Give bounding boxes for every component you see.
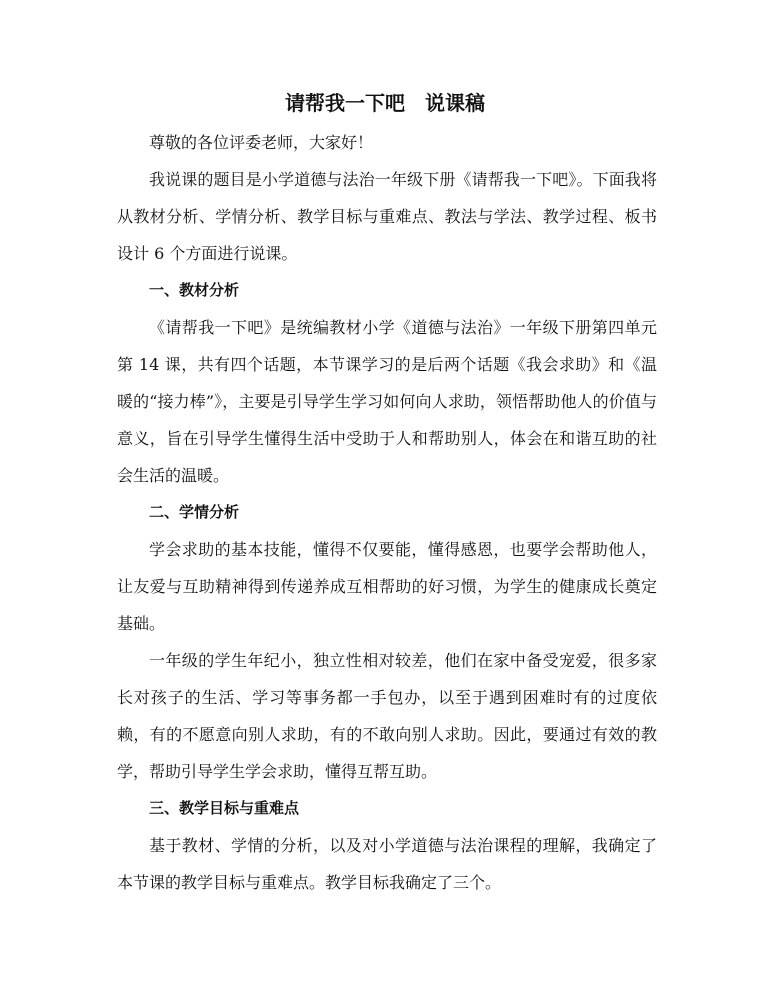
section-heading-student-analysis: 二、学情分析 <box>149 503 240 521</box>
student-analysis-paragraph-2: 一年级的学生年纪小，独立性相对较差，他们在家中备受宠爱，很多家长对孩子的生活、学习等事务都一手包办，以至于遇到困难时有的过度依赖，有的不愿意向别人求助，有的不敢向别人求助。因此，要通过有效的教学，帮助引导学生学会求助，懂得互帮互助。 <box>117 651 657 781</box>
student-analysis-paragraph-1: 学会求助的基本技能，懂得不仅要能，懂得感恩，也要学会帮助他人，让友爱与互助精神得到传递养成互相帮助的好习惯，为学生的健康成长奠定基础。 <box>117 540 657 633</box>
section-heading-textbook-analysis: 一、教材分析 <box>149 281 240 299</box>
document-body <box>117 124 657 901</box>
greeting-paragraph: 尊敬的各位评委老师，大家好！ <box>149 133 374 152</box>
section-heading-teaching-goals: 三、教学目标与重难点 <box>149 799 300 817</box>
textbook-analysis-paragraph: 《请帮我一下吧》是统编教材小学《道德与法治》一年级下册第四单元第 14 课，共有四个话题，本节课学习的是后两个话题《我会求助》和《温暖的“接力棒”》，主要是引导学生学习如何向人求助，领悟帮助他人的价值与意义，旨在引导学生懂得生活中受助于人和帮助别人，体会在和谐互助的社会生活的温暖。 <box>117 318 657 485</box>
document-title: 请帮我一下吧 说课稿 <box>285 91 485 115</box>
intro-paragraph: 我说课的题目是小学道德与法治一年级下册《请帮我一下吧》。下面我将从教材分析、学情分析、教学目标与重难点、教法与学法、教学过程、板书设计 6 个方面进行说课。 <box>117 170 657 263</box>
teaching-goals-paragraph: 基于教材、学情的分析，以及对小学道德与法治课程的理解，我确定了本节课的教学目标与重难点。教学目标我确定了三个。 <box>117 836 657 892</box>
